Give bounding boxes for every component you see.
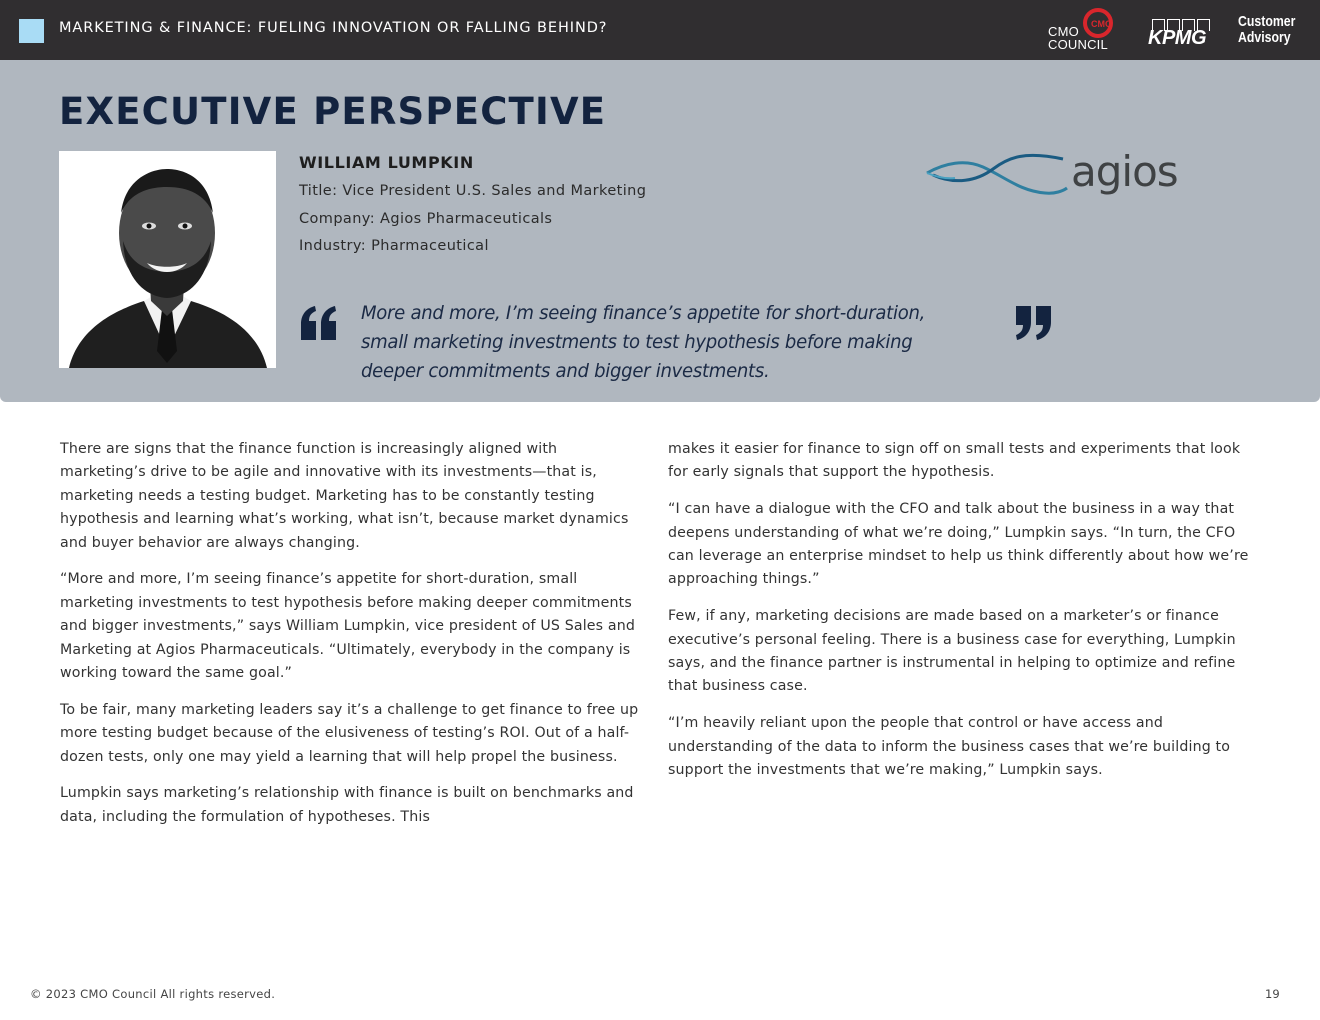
body-paragraph: Lumpkin says marketing’s relationship with finance is built on benchmarks and data, including the formulation of hypotheses. This — [60, 785, 634, 825]
kpmg-logo — [1148, 14, 1224, 48]
body-paragraph: “More and more, I’m seeing finance’s appetite for short-duration, small marketing investments to test hypothesis before making deeper commitments and bigger investments,” says William Lumpkin, vice president of US Sales and Marketing at Agios Pharmaceuticals. “Ultimately, everybody in the company is working toward the same goal.” — [60, 571, 636, 682]
agios-wave-icon — [925, 145, 1070, 201]
executive-title: Title: Vice President U.S. Sales and Marketing — [299, 183, 647, 199]
executive-industry: Industry: Pharmaceutical — [299, 238, 489, 254]
body-paragraph: “I’m heavily reliant upon the people that control or have access and understanding of the data to inform the business cases that we’re building to support the investments that we’re making,” Lumpkin says. — [668, 715, 1231, 779]
body-column-left — [56, 438, 646, 829]
executive-name: WILLIAM LUMPKIN — [299, 153, 474, 172]
page-number: 19 — [1265, 987, 1280, 1001]
body-paragraph: To be fair, many marketing leaders say it’s a challenge to get finance to free up more testing budget because of the elusiveness of testing’s ROI. Out of a half-dozen tests, only one may yield a learning that will help propel the business. — [60, 701, 639, 765]
body-column-right — [664, 438, 1264, 782]
footer-copyright: © 2023 CMO Council All rights reserved. — [30, 987, 276, 1001]
body-paragraph: “I can have a dialogue with the CFO and talk about the business in a way that deepens understanding of what we’re doing,” Lumpkin says. “In turn, the CFO can leverage an enterprise mindset to help us think differently about how we’re approaching things.” — [668, 501, 1249, 588]
svg-text:CMO: CMO — [1091, 19, 1112, 29]
header-accent-square — [19, 19, 44, 43]
agios-wordmark: agios — [1071, 147, 1178, 196]
executive-company: Company: Agios Pharmaceuticals — [299, 211, 553, 227]
cmo-council-wordmark: CMO COUNCIL — [1048, 24, 1108, 52]
close-quote-icon — [1014, 306, 1054, 340]
open-quote-icon — [299, 306, 339, 340]
document-title: MARKETING & FINANCE: FUELING INNOVATION OR FALLING BEHIND? — [59, 20, 608, 36]
header-bar — [0, 0, 1320, 60]
body-paragraph: makes it easier for finance to sign off on small tests and experiments that look for early signals that support the hypothesis. — [668, 441, 1241, 481]
cmo-council-logo — [1046, 8, 1116, 54]
portrait-image — [59, 151, 276, 368]
executive-portrait — [59, 151, 276, 368]
section-title: EXECUTIVE PERSPECTIVE — [59, 90, 607, 133]
customer-advisory-label: Customer Advisory — [1238, 13, 1296, 46]
pull-quote: More and more, I’m seeing finance’s appetite for short-duration, small marketing investments to test hypothesis before making deeper commitments and bigger investments. — [361, 302, 926, 382]
kpmg-wordmark: KPMG — [1148, 27, 1206, 49]
executive-perspective-panel — [0, 60, 1320, 402]
body-paragraph: Few, if any, marketing decisions are made based on a marketer’s or finance executive’s personal feeling. There is a business case for everything, Lumpkin says, and the finance partner is instrumental in helping to optimize and refine that business case. — [668, 608, 1236, 695]
body-paragraph: There are signs that the finance function is increasingly aligned with marketing’s drive to be agile and innovative with its investments—that is, marketing needs a testing budget. Marketing has to be constantly testing hypothesis and learning what’s working, what isn’t, because market dynamics and buyer behavior are always changing. — [60, 441, 629, 551]
agios-logo — [925, 145, 1185, 201]
